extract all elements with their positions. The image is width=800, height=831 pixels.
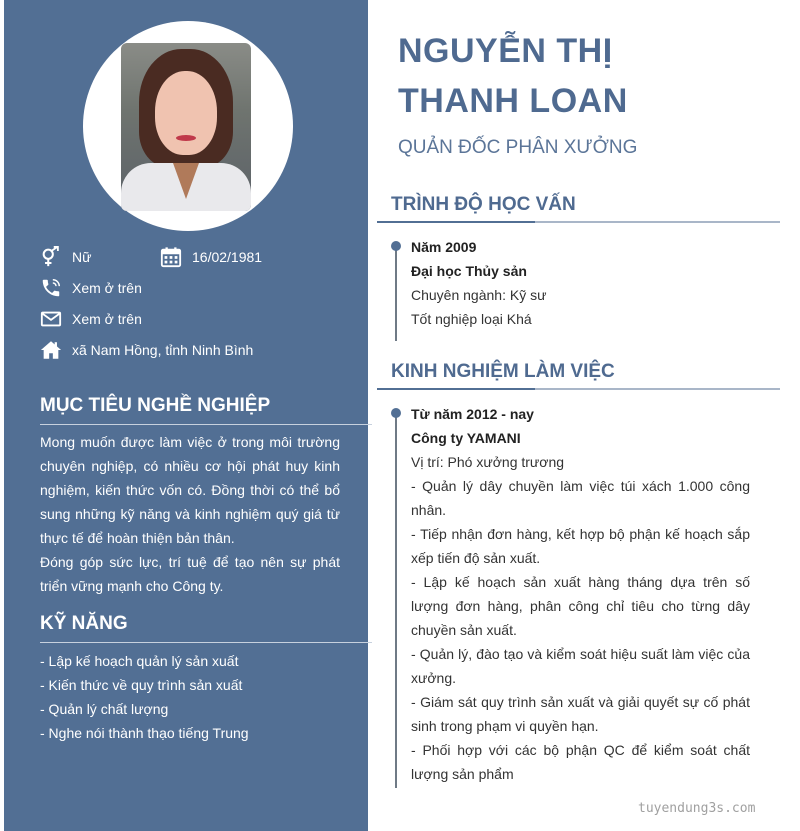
gender-value: Nữ <box>72 249 92 265</box>
experience-company: Công ty YAMANI <box>411 430 521 446</box>
experience-duty: - Giám sát quy trình sản xuất và giải quyết sự cố phát sinh trong phạm vi quyền hạn. <box>411 694 750 734</box>
objective-paragraph-2: Đóng góp sức lực, trí tuệ để tạo nên sự phát triển vững mạnh cho Công ty. <box>40 554 340 594</box>
experience-period: Từ năm 2012 - nay <box>411 406 534 422</box>
education-timeline-dot <box>391 241 401 251</box>
home-icon <box>40 339 62 361</box>
sidebar <box>4 0 368 831</box>
education-timeline <box>395 246 397 341</box>
address-row <box>40 339 253 361</box>
email-value: Xem ở trên <box>72 311 142 327</box>
experience-heading: KINH NGHIỆM LÀM VIỆC <box>391 361 615 382</box>
education-heading: TRÌNH ĐỘ HỌC VẤN <box>391 194 576 215</box>
experience-timeline-dot <box>391 408 401 418</box>
job-title: QUẢN ĐỐC PHÂN XƯỞNG <box>398 137 638 158</box>
experience-duty: - Quản lý, đào tạo và kiểm soát hiệu suất làm việc của xưởng. <box>411 646 750 686</box>
watermark: tuyendung3s.com <box>638 801 756 816</box>
gender-row <box>40 246 91 268</box>
avatar <box>121 43 251 211</box>
name-line-2: THANH LOAN <box>398 82 628 120</box>
objective-divider <box>40 424 372 425</box>
education-year: Năm 2009 <box>411 239 477 255</box>
skills-heading: KỸ NĂNG <box>40 613 128 634</box>
experience-timeline <box>395 414 397 788</box>
education-major: Chuyên ngành: Kỹ sư <box>411 287 547 303</box>
experience-duty: - Quản lý dây chuyền làm việc túi xách 1.000 công nhân. <box>411 478 750 518</box>
skill-item: - Lập kế hoạch quản lý sản xuất <box>40 653 239 669</box>
experience-duty: - Tiếp nhận đơn hàng, kết hợp bộ phận kế hoạch sắp xếp tiến độ sản xuất. <box>411 526 750 566</box>
experience-duty: - Lập kế hoạch sản xuất hàng tháng dựa trên số lượng đơn hàng, phân công chỉ tiêu cho từng dây chuyền sản xuất. <box>411 574 750 638</box>
education-school: Đại học Thủy sản <box>411 263 527 279</box>
calendar-icon <box>160 246 182 268</box>
education-grade: Tốt nghiệp loại Khá <box>411 311 532 327</box>
birthdate-row <box>160 246 262 268</box>
gender-icon <box>40 246 62 268</box>
email-row <box>40 308 142 330</box>
avatar-frame <box>83 21 293 231</box>
address-value: xã Nam Hồng, tỉnh Ninh Bình <box>72 342 254 358</box>
birthdate-value: 16/02/1981 <box>192 249 263 265</box>
experience-divider-accent <box>377 388 535 390</box>
education-divider-accent <box>377 221 535 223</box>
objective-paragraph-1: Mong muốn được làm việc ở trong môi trường chuyên nghiệp, có nhiều cơ hội phát huy kinh nghiệm, kiến thức vốn có. Đồng thời có thể bổ sung những kỹ năng và kinh nghiệm quý giá từ thực tế để hoàn thiện bản thân. <box>40 434 340 546</box>
phone-row <box>40 277 142 299</box>
skill-item: - Kiến thức về quy trình sản xuất <box>40 677 243 693</box>
mail-icon <box>40 308 62 330</box>
skills-divider <box>40 642 372 643</box>
experience-duty: - Phối hợp với các bộ phận QC để kiểm soát chất lượng sản phẩm <box>411 742 750 782</box>
experience-position: Vị trí: Phó xưởng trương <box>411 454 565 470</box>
skill-item: - Quản lý chất lượng <box>40 701 169 717</box>
skill-item: - Nghe nói thành thạo tiếng Trung <box>40 725 249 741</box>
name-line-1: NGUYỄN THỊ <box>398 32 613 70</box>
phone-value: Xem ở trên <box>72 280 142 296</box>
phone-icon <box>40 277 62 299</box>
objective-heading: MỤC TIÊU NGHỀ NGHIỆP <box>40 395 271 416</box>
